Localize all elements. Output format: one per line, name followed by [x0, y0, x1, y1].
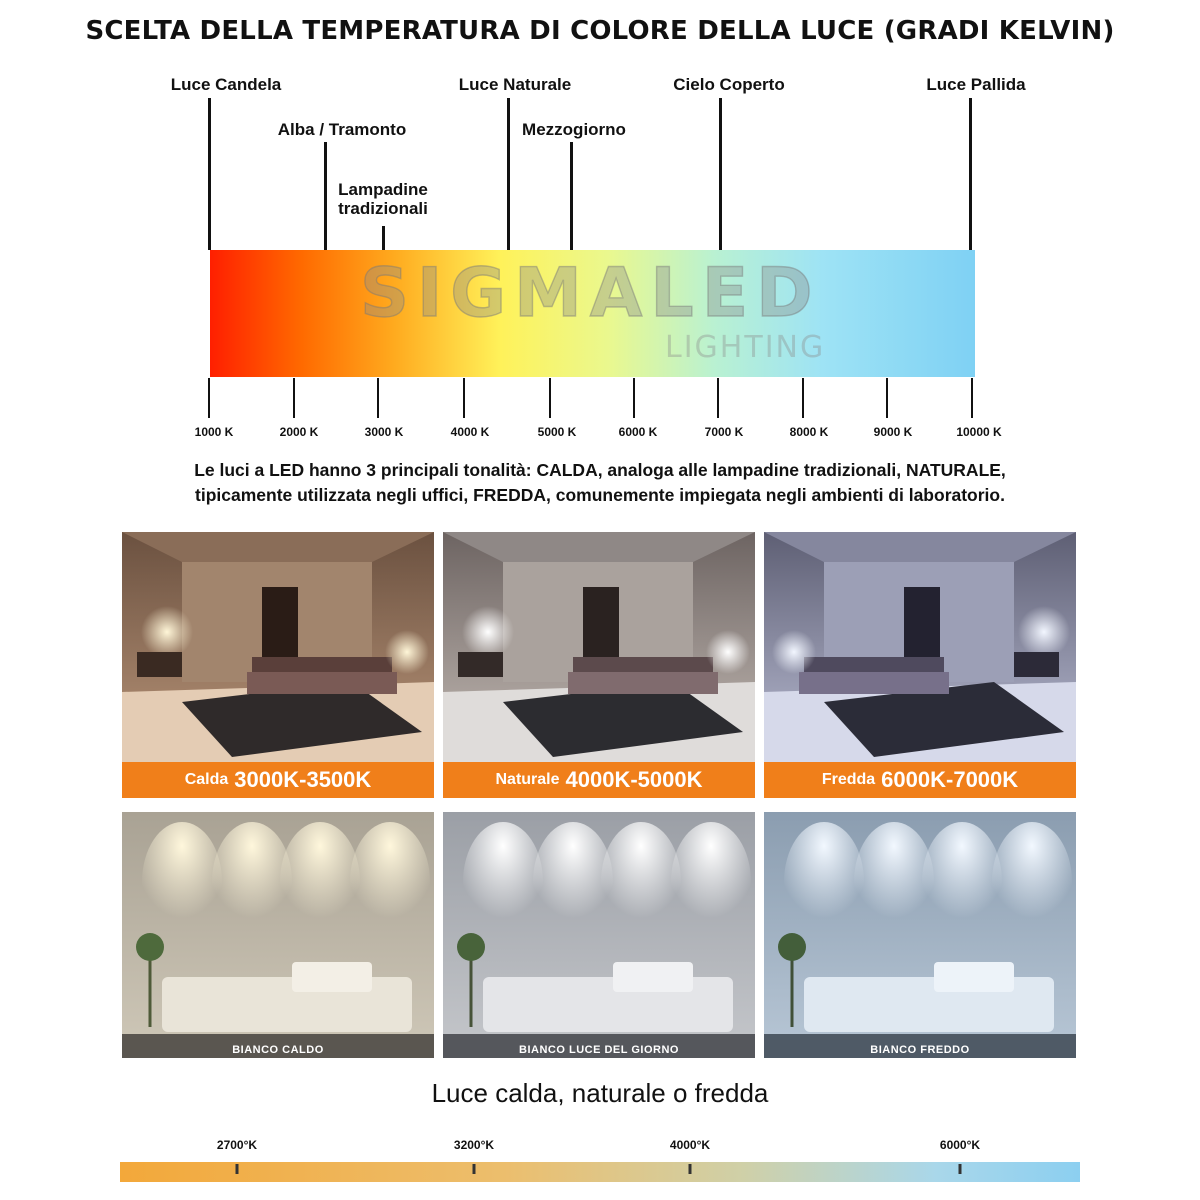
room-panel-cold [764, 532, 1076, 798]
kelvin-tick [549, 378, 551, 418]
subtitle: Luce calda, naturale o fredda [431, 1078, 769, 1108]
watermark-brand: SIGMALED [360, 254, 821, 333]
marker-label: Luce Naturale [458, 75, 572, 94]
room-label: Calda [184, 771, 229, 788]
room-label-band [122, 762, 434, 798]
sofa-caption: BIANCO CALDO [232, 1044, 324, 1056]
room-label-band [443, 762, 755, 798]
marker-label: Luce Candela [170, 75, 282, 94]
marker-label: Alba / Tramonto [277, 120, 407, 139]
watermark-sub: LIGHTING [665, 330, 826, 365]
page-title: SCELTA DELLA TEMPERATURA DI COLORE DELLA LUCE (GRADI KELVIN) [85, 16, 1115, 46]
kelvin-tick-label: 3000 K [364, 425, 404, 439]
bottom-mark-tick [689, 1164, 692, 1174]
room-panel-warm [122, 532, 434, 798]
bottom-mark-label: 4000°K [669, 1138, 711, 1152]
bedroom-warm-image [122, 532, 434, 762]
bedroom-natural-image [443, 532, 755, 762]
kelvin-tick-label: 7000 K [704, 425, 744, 439]
bottom-mark-label: 3200°K [453, 1138, 495, 1152]
kelvin-tick-label: 10000 K [956, 425, 1002, 439]
room-label-band [764, 762, 1076, 798]
sofa-panel-natural [443, 812, 755, 1058]
marker-line [570, 142, 573, 250]
sofa-panel-warm [122, 812, 434, 1058]
bottom-temperature-bar [120, 1162, 1080, 1182]
room-range: 4000K-5000K [565, 767, 703, 792]
kelvin-tick [633, 378, 635, 418]
room-range: 6000K-7000K [881, 767, 1019, 792]
bottom-mark-tick [236, 1164, 239, 1174]
sofa-caption: BIANCO LUCE DEL GIORNO [519, 1044, 679, 1056]
marker-label: Lampadine tradizionali [338, 180, 428, 218]
room-label: Naturale [495, 771, 560, 788]
marker-label: Luce Pallida [926, 75, 1026, 94]
marker-line [719, 98, 722, 250]
kelvin-tick [802, 378, 804, 418]
sofa-panel-cold [764, 812, 1076, 1058]
kelvin-tick-label: 4000 K [450, 425, 490, 439]
marker-line [208, 98, 211, 250]
kelvin-tick [463, 378, 465, 418]
room-range: 3000K-3500K [234, 767, 372, 792]
kelvin-tick [293, 378, 295, 418]
kelvin-tick-label: 9000 K [873, 425, 913, 439]
kelvin-tick-label: 6000 K [618, 425, 658, 439]
sofa-caption: BIANCO FREDDO [870, 1044, 970, 1056]
bottom-mark-tick [959, 1164, 962, 1174]
bottom-mark-tick [473, 1164, 476, 1174]
kelvin-tick [886, 378, 888, 418]
kelvin-tick [971, 378, 973, 418]
kelvin-tick-label: 8000 K [789, 425, 829, 439]
description-line: Le luci a LED hanno 3 principali tonalità: CALDA, analoga alle lampadine tradizionali, NATURALE, [194, 460, 1006, 480]
sofa-natural-image [443, 812, 755, 1058]
kelvin-tick [208, 378, 210, 418]
sofa-cold-image [764, 812, 1076, 1058]
marker-label: Cielo Coperto [673, 75, 785, 94]
bottom-mark-label: 6000°K [939, 1138, 981, 1152]
kelvin-tick-label: 1000 K [194, 425, 234, 439]
marker-line [382, 226, 385, 250]
marker-line [507, 98, 510, 250]
kelvin-tick-label: 2000 K [279, 425, 319, 439]
description [0, 458, 1200, 508]
kelvin-tick-label: 5000 K [537, 425, 577, 439]
room-panel-natural [443, 532, 755, 798]
bedroom-cold-image [764, 532, 1076, 762]
bottom-mark-label: 2700°K [216, 1138, 258, 1152]
description-line: tipicamente utilizzata negli uffici, FREDDA, comunemente impiegata negli ambienti di laboratorio. [195, 485, 1005, 505]
kelvin-tick [717, 378, 719, 418]
marker-label: Mezzogiorno [522, 120, 626, 139]
room-label: Fredda [821, 771, 876, 788]
color-temperature-spectrum [210, 250, 975, 377]
sofa-warm-image [122, 812, 434, 1058]
marker-line [969, 98, 972, 250]
kelvin-tick [377, 378, 379, 418]
